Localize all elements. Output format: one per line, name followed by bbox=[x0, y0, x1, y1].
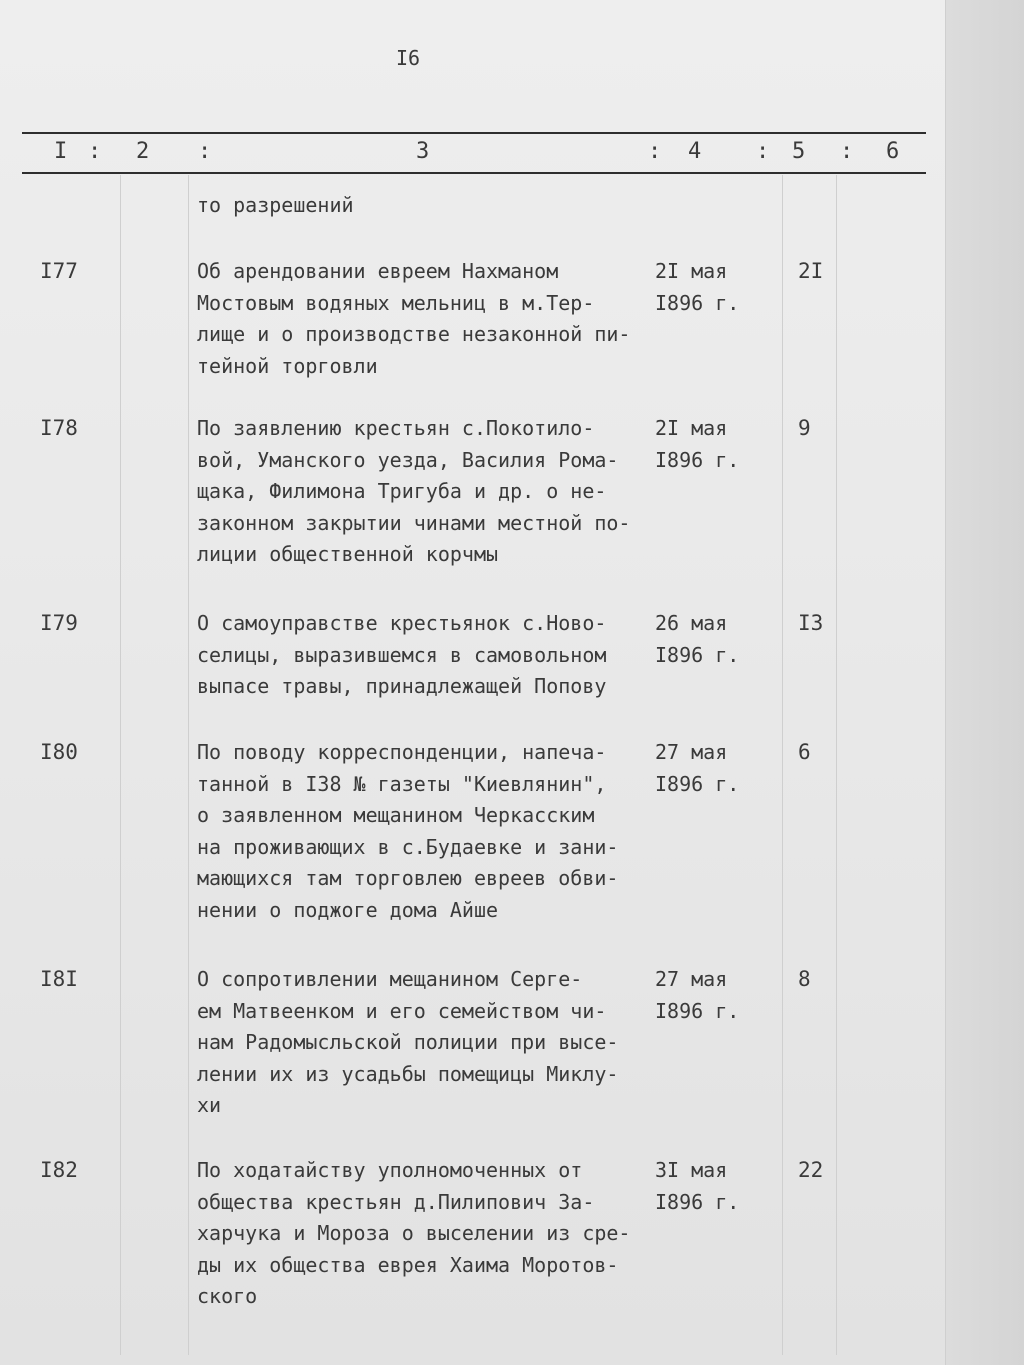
page-number: I6 bbox=[396, 46, 421, 70]
column-header-row bbox=[22, 135, 926, 169]
entry-date: 26 мая I896 г. bbox=[655, 611, 740, 667]
entry-date: 27 мая I896 г. bbox=[655, 740, 740, 796]
header-rule-top bbox=[22, 132, 926, 134]
col-header-4: 4 bbox=[688, 139, 702, 164]
entry-sheet-count: I3 bbox=[798, 611, 824, 635]
col-separator: : bbox=[840, 139, 854, 164]
entry-number: I80 bbox=[40, 740, 78, 764]
entry-description: По ходатайству уполномоченных от общества крестьян д.Пилипович За- харчука и Мороза о выселении из сре- ды их общества еврея Хаима Моротов- ского bbox=[197, 1158, 631, 1308]
entry-sheet-count: 8 bbox=[798, 967, 811, 991]
entry-description: О сопротивлении мещанином Серге- ем Матвеенком и его семейством чи- нам Радомысльской полиции при высе- лении их из усадьбы помещицы Миклу- хи bbox=[197, 967, 619, 1117]
col-header-5: 5 bbox=[792, 139, 806, 164]
entry-number: I79 bbox=[40, 611, 78, 635]
entry-date: 2I мая I896 г. bbox=[655, 416, 740, 472]
entry-description: О самоуправстве крестьянок с.Ново- селицы, выразившемся в самовольном выпасе травы, принадлежащей Попову bbox=[197, 611, 607, 698]
entry-sheet-count: 22 bbox=[798, 1158, 824, 1182]
col-separator: : bbox=[88, 139, 102, 164]
col-separator: : bbox=[198, 139, 212, 164]
column-divider bbox=[120, 175, 121, 1355]
entry-description: По поводу корреспонденции, напеча- танной в I38 № газеты "Киевлянин", о заявленном мещанином Черкасским на проживающих в с.Будаевке и зани- мающихся там торговлею евреев обви- нении о поджоге дома Айше bbox=[197, 740, 619, 922]
col-header-3: 3 bbox=[416, 139, 430, 164]
col-header-2: 2 bbox=[136, 139, 150, 164]
entry-description: Об арендовании евреем Нахманом Мостовым водяных мельниц в м.Тер- лище и о производстве незаконной пи- тейной торговли bbox=[197, 259, 631, 378]
entry-description: По заявлению крестьян с.Покотило- вой, Уманского уезда, Василия Рома- щака, Филимона Тригуба и др. о не- законном закрытии чинами местной по- лиции общественной корчмы bbox=[197, 416, 631, 566]
col-separator: : bbox=[648, 139, 662, 164]
entry-date: 3I мая I896 г. bbox=[655, 1158, 740, 1214]
header-rule-bottom bbox=[22, 172, 926, 174]
page-edge bbox=[945, 0, 1024, 1365]
col-separator: : bbox=[756, 139, 770, 164]
column-divider bbox=[836, 175, 837, 1355]
continuation-text: то разрешений bbox=[197, 193, 354, 217]
entry-sheet-count: 9 bbox=[798, 416, 811, 440]
entry-sheet-count: 6 bbox=[798, 740, 811, 764]
entry-number: I77 bbox=[40, 259, 78, 283]
entry-sheet-count: 2I bbox=[798, 259, 824, 283]
entry-number: I82 bbox=[40, 1158, 78, 1182]
entry-number: I8I bbox=[40, 967, 78, 991]
entry-date: 27 мая I896 г. bbox=[655, 967, 740, 1023]
entry-number: I78 bbox=[40, 416, 78, 440]
col-header-1: I bbox=[54, 139, 68, 164]
entry-date: 2I мая I896 г. bbox=[655, 259, 740, 315]
column-divider bbox=[782, 175, 783, 1355]
column-divider bbox=[188, 175, 189, 1355]
col-header-6: 6 bbox=[886, 139, 900, 164]
